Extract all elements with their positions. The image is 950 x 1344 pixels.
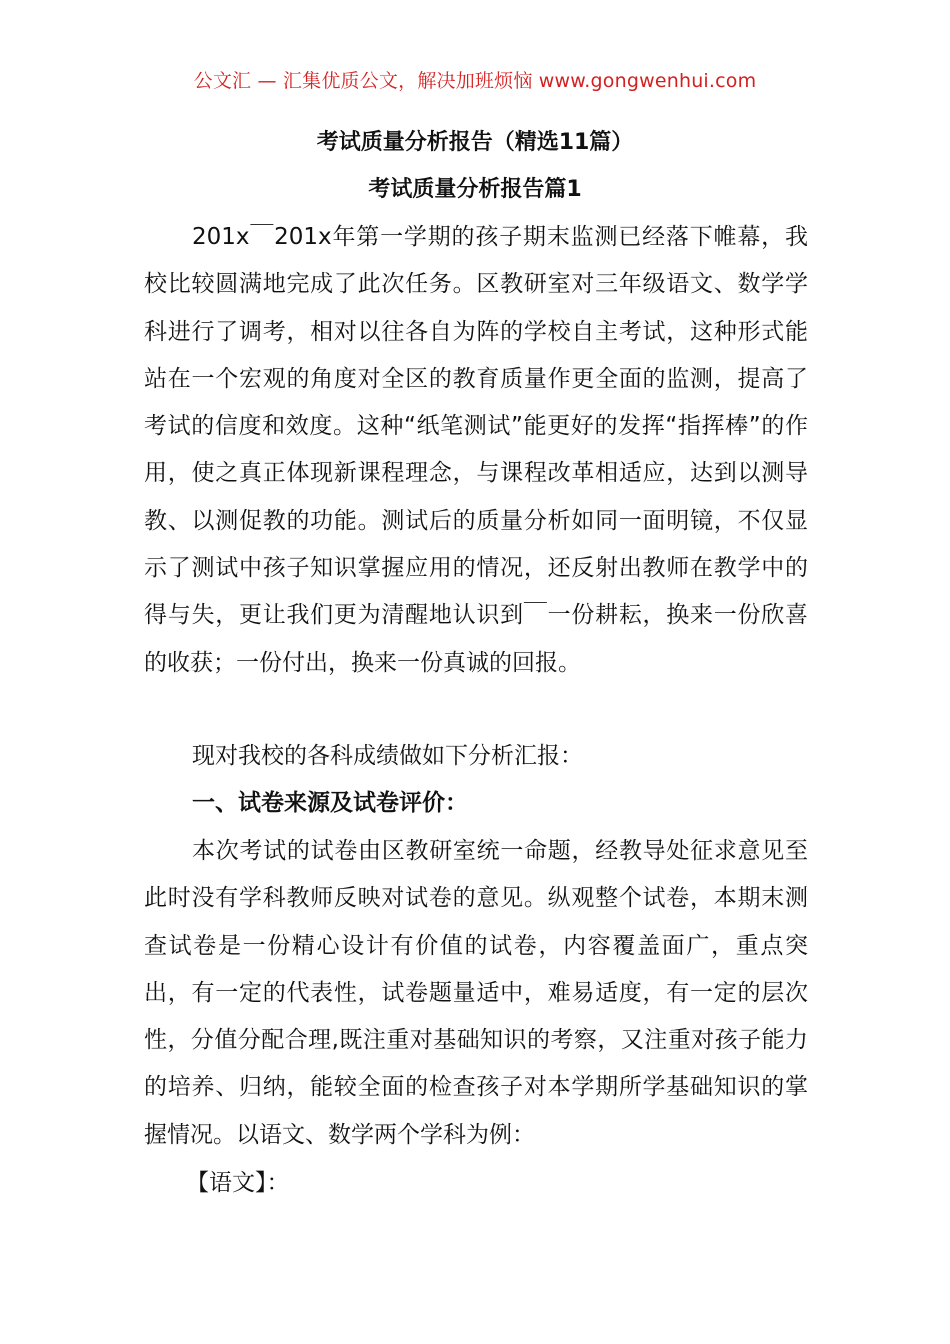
site-header-banner: 公文汇 — 汇集优质公文，解决加班烦恼 www.gongwenhui.com — [193, 70, 757, 92]
section-one-heading: 一、试卷来源及试卷评价： — [192, 790, 468, 816]
document-subtitle: 考试质量分析报告篇1 — [368, 177, 582, 202]
document-title: 考试质量分析报告（精选11篇） — [316, 130, 634, 155]
report-intro-paragraph: 现对我校的各科成绩做如下分析汇报： — [192, 743, 583, 769]
section-one-paragraph: 本次考试的试卷由区教研室统一命题，经教导处征求意见至此时没有学科教师反映对试卷的意见。纵观整个试卷，本期末测查试卷是一份精心设计有价值的试卷，内容覆盖面广，重点突出，有一定的代表性，试卷题量适中，难易适度，有一定的层次性，分值分配合理,既注重对基础知识的考察，又注重对孩子能力的培养、归纳，能较全面的检查孩子对本学期所学基础知识的掌握情况。以语文、数学两个学科为例： — [144, 838, 808, 1148]
intro-paragraph: 201x￣201x年第一学期的孩子期末监测已经落下帷幕，我校比较圆满地完成了此次任务。区教研室对三年级语文、数学学科进行了调考，相对以往各自为阵的学校自主考试，这种形式能站在一个宏观的角度对全区的教育质量作更全面的监测，提高了考试的信度和效度。这种“纸笔测试”能更好的发挥“指挥棒”的作用，使之真正体现新课程理念，与课程改革相适应，达到以测导教、以测促教的功能。测试后的质量分析如同一面明镜，不仅显示了测试中孩子知识掌握应用的情况，还反射出教师在教学中的得与失，更让我们更为清醒地认识到￣一份耕耘，换来一份欣喜的收获；一份付出，换来一份真诚的回报。 — [144, 224, 808, 676]
subject-label-chinese: 【语文】： — [186, 1170, 290, 1196]
